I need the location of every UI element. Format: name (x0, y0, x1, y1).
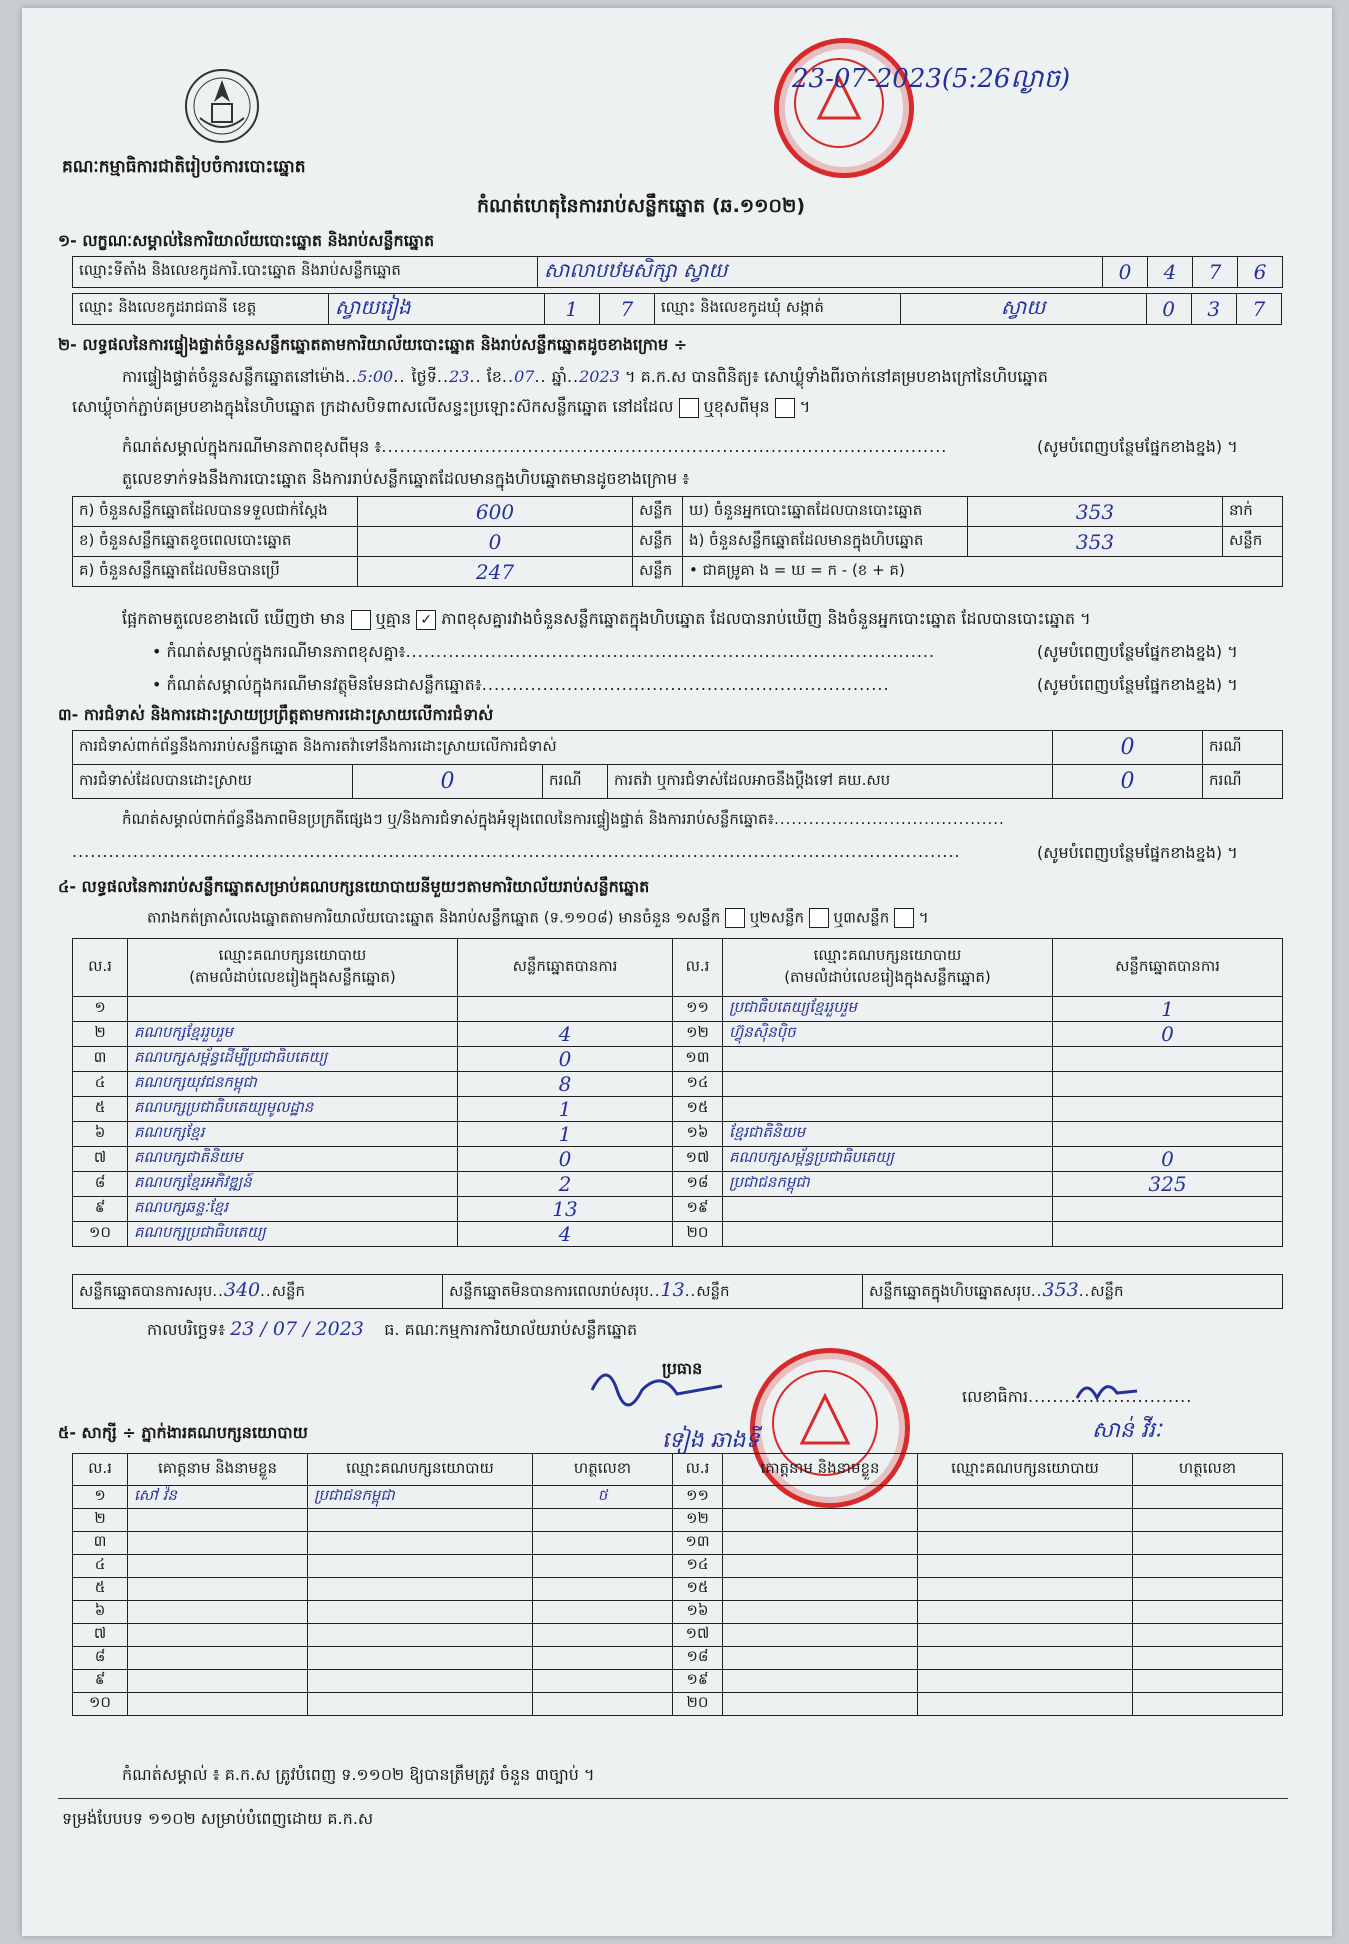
witness-name (128, 1509, 308, 1532)
col-no: ល.រ (673, 939, 723, 997)
verification-time: 5:00 (357, 367, 394, 386)
row-no: ៨ (73, 1647, 128, 1670)
secretary-name: សាន់ វីរៈ (1092, 1418, 1162, 1443)
witness-row (73, 1647, 1283, 1670)
vote-count (1053, 1122, 1283, 1147)
vote-count: 8 (458, 1072, 673, 1097)
province-value: ស្វាយរៀង (328, 294, 544, 325)
row-no: ១៩ (673, 1670, 723, 1693)
commune-value: ស្វាយ (900, 294, 1146, 325)
appeal-label: ការតវ៉ា ឬការជំទាស់ដែលអាចនឹងប្តឹងទៅ គឃ.សប (608, 765, 1053, 799)
total-invalid: សន្លឹកឆ្នោតមិនបានការពេលរាប់សរុប..13..សន្លឹក (443, 1275, 863, 1309)
result-row (73, 1147, 1283, 1172)
vote-count (1053, 1197, 1283, 1222)
year-label: ឆ្នាំ (551, 367, 567, 386)
row-no: ១៩ (673, 1197, 723, 1222)
stamp-time-handwritten: 23-07-2023(5:26ល្ងាច) (792, 64, 1071, 94)
nec-emblem-icon (182, 66, 262, 146)
col-party-title: ឈ្មោះគណបក្សនយោបាយ (218, 945, 367, 964)
tally-sheet-line: តារាងកត់ត្រាសំលេងឆ្នោតតាមការិយាល័យបោះឆ្នោត និងរាប់សន្លឹកឆ្នោត (ទ.១១០៨) មានចំនួន ១សន្លឹក ឬ២សន្លឹក ឬ៣សន្លឹក ។ (147, 908, 929, 927)
secretary-label: លេខាធិការ (962, 1387, 1029, 1406)
vote-count: 0 (1053, 1147, 1283, 1172)
witness-name (128, 1693, 308, 1716)
col-party (723, 939, 1053, 997)
witness-row (73, 1509, 1283, 1532)
note1-label: កំណត់សម្គាល់ក្នុងករណីមានភាពខុសពីមុន ៖ (122, 437, 382, 456)
witness-name (128, 1601, 308, 1624)
row-no: ១៧ (673, 1624, 723, 1647)
irregularity-note: កំណត់សម្គាល់ពាក់ព័ន្ធនឹងភាពមិនប្រក្រតីផ្សេងៗ ឬ/និងការជំទាស់ក្នុងអំឡុងពេលនៃការផ្ទៀងផ្ទាត់ និងការរាប់សន្លឹកឆ្នោត៖........................................ (122, 810, 1005, 828)
code-digit: 0 (1103, 257, 1148, 288)
party-name (128, 997, 458, 1022)
changed-label: ឬខុសពីមុន (703, 397, 770, 416)
row-no: ១២ (673, 1509, 723, 1532)
witness-name: សៅ វ៉ន (128, 1486, 308, 1509)
witness-signature (533, 1601, 673, 1624)
vote-count: 0 (458, 1047, 673, 1072)
result-row (73, 1072, 1283, 1097)
fill-note-3: (សូមបំពេញបន្ថែមផ្នែកខាងខ្នង) ។ (1037, 675, 1238, 694)
row-no: ៥ (73, 1097, 128, 1122)
row-no: ១១ (673, 997, 723, 1022)
secretary-line: លេខាធិការ........................... (962, 1387, 1193, 1406)
col-no: ល.រ (73, 1454, 128, 1486)
vote-count (1053, 1222, 1283, 1247)
party-name (723, 1222, 1053, 1247)
col-no: ល.រ (673, 1454, 723, 1486)
verification-text-cont: ។ គ.ក.ស បានពិនិត្យ៖ សោឃ្លុំទាំងពីរចាក់នៅគម្របខាងក្រៅនៃហិបឆ្នោត (624, 367, 1048, 386)
witness-name (128, 1555, 308, 1578)
row-no: ៥ (73, 1578, 128, 1601)
chair-name: ទៀង ឆាងទី (662, 1428, 760, 1453)
province-label: ឈ្មោះ និងលេខកូដរាជធានី ខេត្ត (73, 294, 329, 325)
section5-heading: ៥- សាក្សី ÷ ភ្នាក់ងារគណបក្សនយោបាយ (58, 1423, 308, 1442)
unit: សន្លឹក (633, 497, 683, 527)
witness-signature (533, 1555, 673, 1578)
col-votes: សន្លឹកឆ្នោតបានការ (458, 939, 673, 997)
row-no: ១៨ (673, 1172, 723, 1197)
witness-party (308, 1601, 533, 1624)
witness-signature (533, 1693, 673, 1716)
party-name: គណបក្សឆន្ទៈខ្មែរ (128, 1197, 458, 1222)
results-table (72, 938, 1283, 1247)
appeal-value: 0 (1053, 765, 1203, 799)
vote-count: 325 (1053, 1172, 1283, 1197)
col-party: ឈ្មោះគណបក្សនយោបាយ (308, 1454, 533, 1486)
col-votes: សន្លឹកឆ្នោតបានការ (1053, 939, 1283, 997)
unit: សន្លឹក (696, 1282, 730, 1300)
col-name: គោត្តនាម និងនាមខ្លួន (723, 1454, 918, 1486)
party-name (723, 1197, 1053, 1222)
complaints-label: ការជំទាស់ពាក់ព័ន្ធនឹងការរាប់សន្លឹកឆ្នោត និងការតវ៉ាទៅនឹងការដោះស្រាយលើការជំទាស់ (73, 731, 1053, 765)
row-no: ១៤ (673, 1072, 723, 1097)
party-name: ប្រជាជនកម្ពុជា (723, 1172, 1053, 1197)
party-name: គណបក្សខ្មែរ (128, 1122, 458, 1147)
col-signature: ហត្ថលេខា (533, 1454, 673, 1486)
has-discrepancy-checkbox[interactable] (351, 610, 371, 630)
row-no: ២០ (673, 1693, 723, 1716)
total-invalid-value: 13 (660, 1279, 685, 1301)
total-box: សន្លឹកឆ្នោតក្នុងហិបឆ្នោតសរុប..353..សន្លឹក (863, 1275, 1283, 1309)
witness-row (73, 1693, 1283, 1716)
location-value: សាលាបឋមសិក្សា ស្វាយ (538, 257, 1103, 288)
total-invalid-label: សន្លឹកឆ្នោតមិនបានការពេលរាប់សរុប (449, 1282, 649, 1300)
witness-party (308, 1578, 533, 1601)
province-code-digit: 7 (599, 294, 654, 325)
chair-label: ប្រធាន (662, 1359, 703, 1378)
vote-count: 2 (458, 1172, 673, 1197)
unused-ballots-value: 247 (358, 557, 633, 587)
province-table (72, 293, 1282, 325)
col-name: គោត្តនាម និងនាមខ្លួន (128, 1454, 308, 1486)
row-no: ៩ (73, 1197, 128, 1222)
tally-intro: តារាងកត់ត្រាសំលេងឆ្នោតតាមការិយាល័យបោះឆ្នោត និងរាប់សន្លឹកឆ្នោត (ទ.១១០៨) មានចំនួន ១សន្លឹក (147, 908, 721, 927)
total-box-value: 353 (1042, 1279, 1079, 1301)
fill-note-4: (សូមបំពេញបន្ថែមផ្នែកខាងខ្នង) ។ (1037, 843, 1238, 862)
footnote: កំណត់សម្គាល់ ៖ គ.ក.ស ត្រូវបំពេញ ទ.១១០២ ឱ្យបានត្រឹមត្រូវ ចំនួន ៣ច្បាប់ ។ (122, 1765, 595, 1784)
changed-checkbox[interactable] (775, 398, 795, 418)
witness-row (73, 1601, 1283, 1624)
total-valid: សន្លឹកឆ្នោតបានការសរុប..340..សន្លឹក (73, 1275, 443, 1309)
party-name (723, 1072, 1053, 1097)
date-label: កាលបរិច្ឆេទ៖ (147, 1320, 226, 1339)
three-sheet-checkbox[interactable] (894, 908, 914, 928)
witness-name (128, 1532, 308, 1555)
vote-count (1053, 1097, 1283, 1122)
row-no: ៨ (73, 1172, 128, 1197)
unchanged-checkbox[interactable] (679, 398, 699, 418)
location-table (72, 256, 1283, 288)
col-no: ល.រ (73, 939, 128, 997)
vote-count: 13 (458, 1197, 673, 1222)
box-ballots-value: 353 (968, 527, 1223, 557)
party-name: គណបក្សប្រជាធិបតេយ្យ (128, 1222, 458, 1247)
witness-table (72, 1453, 1283, 1716)
row-no: ១៤ (673, 1555, 723, 1578)
commune-code-digit: 7 (1236, 294, 1281, 325)
witness-name (128, 1647, 308, 1670)
vote-count: 0 (1053, 1022, 1283, 1047)
lock-status-text: សោឃ្លុំចាក់ភ្ជាប់គម្របខាងក្នុងនៃហិបឆ្នោត ក្រដាសបិទពាសលើសន្ទះប្រឡោះស៊កសន្លឹកឆ្នោត នៅដដែល (72, 397, 674, 416)
section3-heading: ៣- ការជំទាស់ និងការដោះស្រាយប្រព្រឹត្តតាមការដោះស្រាយលើការជំទាស់ (58, 705, 494, 724)
code-digit: 7 (1193, 257, 1238, 288)
row-no: ៣ (73, 1532, 128, 1555)
party-name: គណបក្សខ្មែរអភិវឌ្ឍន៍ (128, 1172, 458, 1197)
row-no: ១៥ (673, 1097, 723, 1122)
vote-count: 1 (1053, 997, 1283, 1022)
row-no: ២ (73, 1509, 128, 1532)
row-no: ១ (73, 997, 128, 1022)
result-row (73, 1222, 1283, 1247)
discrepancy-line (122, 608, 1091, 632)
witness-name (128, 1578, 308, 1601)
vote-count (1053, 1072, 1283, 1097)
row-no: ១៥ (673, 1578, 723, 1601)
row-no: ១៣ (673, 1047, 723, 1072)
form-title: កំណត់ហេតុនៃការរាប់សន្លឹកឆ្នោត (ឆ.១១០២) (477, 195, 806, 217)
code-digit: 4 (1148, 257, 1193, 288)
witness-party (308, 1670, 533, 1693)
witness-party (308, 1624, 533, 1647)
witness-name (128, 1670, 308, 1693)
unit: ករណី (1203, 731, 1283, 765)
verification-month: 07 (514, 367, 535, 386)
unit: សន្លឹក (633, 557, 683, 587)
col-party: ឈ្មោះគណបក្សនយោបាយ (918, 1454, 1133, 1486)
official-stamp-top (774, 38, 914, 178)
voters-label: ឃ) ចំនួនអ្នកបោះឆ្នោតដែលបានបោះឆ្នោត (683, 497, 968, 527)
formula: • ជាគម្រូគា ង = ឃ = ក - (ខ + គ) (683, 557, 1283, 587)
resolved-label: ការជំទាស់ដែលបានដោះស្រាយ (73, 765, 353, 799)
witness-signature (533, 1578, 673, 1601)
row-no: ១៧ (673, 1147, 723, 1172)
witness-party (308, 1509, 533, 1532)
note1-line: កំណត់សម្គាល់ក្នុងករណីមានភាពខុសពីមុន ៖............................................................................................. (122, 437, 948, 456)
unused-ballots-label: គ) ចំនួនសន្លឹកឆ្នោតដែលមិនបានប្រើ (73, 557, 358, 587)
vote-count (1053, 1047, 1283, 1072)
row-no: ៤ (73, 1072, 128, 1097)
party-name: គណបក្សជាតិនិយម (128, 1147, 458, 1172)
section2-heading: ២- លទ្ធផលនៃការផ្ទៀងផ្ទាត់ចំនួនសន្លឹកឆ្នោតតាមការិយាល័យបោះឆ្នោត និងរាប់សន្លឹកឆ្នោតដូចខាងក្រោម ÷ (58, 335, 688, 354)
vote-count: 0 (458, 1147, 673, 1172)
unit: សន្លឹក (633, 527, 683, 557)
verification-day: 23 (449, 367, 470, 386)
total-valid-value: 340 (223, 1279, 261, 1301)
witness-row (73, 1532, 1283, 1555)
witness-signature (533, 1532, 673, 1555)
witness-party (308, 1647, 533, 1670)
result-row (73, 1197, 1283, 1222)
note3-label: • កំណត់សម្គាល់ក្នុងករណីមានវត្ថុមិនមែនជាសន្លឹកឆ្នោត៖ (152, 675, 482, 694)
date-value: 23 / 07 / 2023 (230, 1318, 364, 1340)
row-no: ២ (73, 1022, 128, 1047)
row-no: ១២ (673, 1022, 723, 1047)
party-name (723, 1047, 1053, 1072)
two-sheet-label: ឬ២សន្លឹក (749, 908, 804, 927)
no-discrepancy-checkbox[interactable]: ✓ (416, 610, 436, 630)
unit: នាក់ (1223, 497, 1283, 527)
result-row (73, 1097, 1283, 1122)
totals-table (72, 1274, 1283, 1309)
commune-code-digit: 3 (1191, 294, 1236, 325)
two-sheet-checkbox[interactable] (809, 908, 829, 928)
note2-label: • កំណត់សម្គាល់ក្នុងករណីមានភាពខុសគ្នា៖ (152, 642, 406, 661)
vote-count: 4 (458, 1222, 673, 1247)
party-name: ហ៊្វុនស៊ិនប៉ិច (723, 1022, 1053, 1047)
verification-year: 2023 (579, 367, 620, 386)
row-no: ១៦ (673, 1601, 723, 1624)
commune-code-digit: 0 (1146, 294, 1191, 325)
witness-signature: ថ (533, 1486, 673, 1509)
lock-status-line: សោឃ្លុំចាក់ភ្ជាប់គម្របខាងក្នុងនៃហិបឆ្នោត ក្រដាសបិទពាសលើសន្ទះប្រឡោះស៊កសន្លឹកឆ្នោត នៅដដែល ឬខុសពីមុន ។ (72, 397, 811, 416)
witness-signature (533, 1624, 673, 1647)
complaints-value: 0 (1053, 731, 1203, 765)
vote-count: 1 (458, 1122, 673, 1147)
party-name: គណបក្សសម្ព័ន្ធដើម្បីប្រជាធិបតេយ្យ (128, 1047, 458, 1072)
secretary-signature-icon (1072, 1373, 1142, 1413)
result-row (73, 1122, 1283, 1147)
row-no: ១០ (73, 1222, 128, 1247)
figures-table (72, 496, 1283, 587)
row-no: ៧ (73, 1147, 128, 1172)
total-valid-label: សន្លឹកឆ្នោតបានការសរុប (79, 1282, 213, 1300)
section1-heading: ១- លក្ខណៈសម្គាល់នៃការិយាល័យបោះឆ្នោត និងរាប់សន្លឹកឆ្នោត (58, 231, 435, 250)
result-row (73, 997, 1283, 1022)
row-no: ៦ (73, 1122, 128, 1147)
resolved-value: 0 (353, 765, 543, 799)
footer-divider (58, 1798, 1288, 1799)
witness-signature (533, 1670, 673, 1693)
party-name: គណបក្សសម្ព័ន្ធប្រជាធិបតេយ្យ (723, 1147, 1053, 1172)
row-no: ៦ (73, 1601, 128, 1624)
row-no: ១ (73, 1486, 128, 1509)
col-party (128, 939, 458, 997)
three-sheet-label: ឬ៣សន្លឹក (833, 908, 890, 927)
spoiled-ballots-label: ខ) ចំនួនសន្លឹកឆ្នោតខូចពេលបោះឆ្នោត (73, 527, 358, 557)
code-digit: 6 (1238, 257, 1283, 288)
witness-party (308, 1693, 533, 1716)
received-ballots-value: 600 (358, 497, 633, 527)
committee-name: គណៈកម្មាធិការជាតិរៀបចំការបោះឆ្នោត (62, 157, 306, 177)
witness-party: ប្រជាជនកម្ពុជា (308, 1486, 533, 1509)
result-row (73, 1172, 1283, 1197)
section4-heading: ៤- លទ្ធផលនៃការរាប់សន្លឹកឆ្នោតសម្រាប់គណបក្សនយោបាយនីមួយៗតាមការិយាល័យរាប់សន្លឹកឆ្នោត (58, 877, 650, 896)
row-no: ៧ (73, 1624, 128, 1647)
row-no: ១៦ (673, 1122, 723, 1147)
fill-note-2: (សូមបំពេញបន្ថែមផ្នែកខាងខ្នង) ។ (1037, 642, 1238, 661)
witness-row (73, 1578, 1283, 1601)
no-discrepancy-label: ឬគ្មាន (375, 609, 412, 628)
irregularity-fill-line: .................................................................................................................................................. (72, 842, 961, 861)
voters-value: 353 (968, 497, 1223, 527)
note2-line: • កំណត់សម្គាល់ក្នុងករណីមានភាពខុសគ្នា៖....................................................................................... (152, 642, 936, 661)
paper-sheet (22, 8, 1332, 1936)
col-party-sub: (តាមលំដាប់លេខរៀងក្នុងសន្លឹកឆ្នោត) (784, 967, 991, 986)
chair-signature-icon (582, 1360, 732, 1420)
witness-signature (533, 1509, 673, 1532)
unit: ករណី (543, 765, 608, 799)
witness-row (73, 1486, 1283, 1509)
irregularity-label: កំណត់សម្គាល់ពាក់ព័ន្ធនឹងភាពមិនប្រក្រតីផ្សេងៗ ឬ/និងការជំទាស់ក្នុងអំឡុងពេលនៃការផ្ទៀងផ្ទាត់ និងការរាប់សន្លឹកឆ្នោត៖ (122, 810, 775, 828)
witness-party (308, 1532, 533, 1555)
unit: ករណី (1203, 765, 1283, 799)
complaints-table (72, 730, 1283, 799)
commune-label: ឈ្មោះ និងលេខកូដឃុំ សង្កាត់ (654, 294, 900, 325)
fill-note-1: (សូមបំពេញបន្ថែមផ្នែកខាងខ្នង) ។ (1037, 437, 1238, 456)
row-no: ៩ (73, 1670, 128, 1693)
box-ballots-label: ង) ចំនួនសន្លឹកឆ្នោតដែលមានក្នុងហិបឆ្នោត (683, 527, 968, 557)
date-line (147, 1318, 637, 1343)
party-name: ខ្មែរជាតិនិយម (723, 1122, 1053, 1147)
col-party-title: ឈ្មោះគណបក្សនយោបាយ (813, 945, 962, 964)
col-signature: ហត្ថលេខា (1133, 1454, 1283, 1486)
result-row (73, 1022, 1283, 1047)
total-box-label: សន្លឹកឆ្នោតក្នុងហិបឆ្នោតសរុប (869, 1282, 1031, 1300)
note3-line: • កំណត់សម្គាល់ក្នុងករណីមានវត្ថុមិនមែនជាសន្លឹកឆ្នោត៖................................................................... (152, 675, 890, 694)
result-row (73, 1047, 1283, 1072)
witness-party (308, 1555, 533, 1578)
province-code-digit: 1 (544, 294, 599, 325)
party-name: គណបក្សប្រជាធិបតេយ្យមូលដ្ឋាន (128, 1097, 458, 1122)
party-name: ប្រជាធិបតេយ្យខ្មែររួបរួម (723, 997, 1053, 1022)
col-party-sub: (តាមលំដាប់លេខរៀងក្នុងសន្លឹកឆ្នោត) (189, 967, 396, 986)
vote-count (458, 997, 673, 1022)
row-no: ២០ (673, 1222, 723, 1247)
spoiled-ballots-value: 0 (358, 527, 633, 557)
row-no: ១០ (73, 1693, 128, 1716)
received-ballots-label: ក) ចំនួនសន្លឹកឆ្នោតដែលបានទទួលជាក់ស្តែង (73, 497, 358, 527)
form-reference: ទម្រង់បែបបទ ១១០២ សម្រាប់បំពេញដោយ គ.ក.ស (62, 1809, 374, 1828)
witness-name (128, 1624, 308, 1647)
verification-line: ការផ្ទៀងផ្ទាត់ចំនួនសន្លឹកឆ្នោតនៅម៉ោង..5:00.. ថ្ងៃទី..23.. ខែ..07.. ឆ្នាំ..2023 ។ គ.ក.ស បានពិនិត្យ៖ សោឃ្លុំទាំងពីរចាក់នៅគម្របខាងក្រៅនៃហិបឆ្នោត (122, 367, 1048, 386)
count-committee-label: ធ. គណៈកម្មការការិយាល័យរាប់សន្លឹកឆ្នោត (384, 1320, 638, 1339)
row-no: ៣ (73, 1047, 128, 1072)
location-label: ឈ្មោះទីតាំង និងលេខកូដការិ.បោះឆ្នោត និងរាប់សន្លឹកឆ្នោត (73, 257, 538, 288)
witness-signature (533, 1647, 673, 1670)
row-no: ៤ (73, 1555, 128, 1578)
witness-row (73, 1555, 1283, 1578)
discrepancy-text: ផ្អែកតាមតួលេខខាងលើ ឃើញថា មាន (122, 609, 346, 628)
verification-text: ការផ្ទៀងផ្ទាត់ចំនួនសន្លឹកឆ្នោតនៅម៉ោង (122, 367, 346, 386)
party-name (723, 1097, 1053, 1122)
witness-row (73, 1624, 1283, 1647)
party-name: គណបក្សខ្មែររួបរួម (128, 1022, 458, 1047)
vote-count: 1 (458, 1097, 673, 1122)
month-label: ខែ (486, 367, 502, 386)
unit: សន្លឹក (1090, 1282, 1124, 1300)
unit: សន្លឹក (1223, 527, 1283, 557)
row-no: ១៨ (673, 1647, 723, 1670)
discrepancy-tail: ភាពខុសគ្នារវាងចំនួនសន្លឹកឆ្នោតក្នុងហិបឆ្នោត ដែលបានរាប់ឃើញ និងចំនួនអ្នកបោះឆ្នោត ដែលបានបោះឆ្នោត ។ (441, 609, 1091, 628)
day-label: ថ្ងៃទី (411, 367, 437, 386)
vote-count: 4 (458, 1022, 673, 1047)
party-name: គណបក្សយុវជនកម្ពុជា (128, 1072, 458, 1097)
figures-intro: តួលេខទាក់ទងនឹងការបោះឆ្នោត និងការរាប់សន្លឹកឆ្នោតដែលមានក្នុងហិបឆ្នោតមានដូចខាងក្រោម ៖ (122, 469, 690, 488)
row-no: ១៣ (673, 1532, 723, 1555)
one-sheet-checkbox[interactable] (725, 908, 745, 928)
unit: សន្លឹក (271, 1282, 305, 1300)
row-no: ១១ (673, 1486, 723, 1509)
witness-row (73, 1670, 1283, 1693)
